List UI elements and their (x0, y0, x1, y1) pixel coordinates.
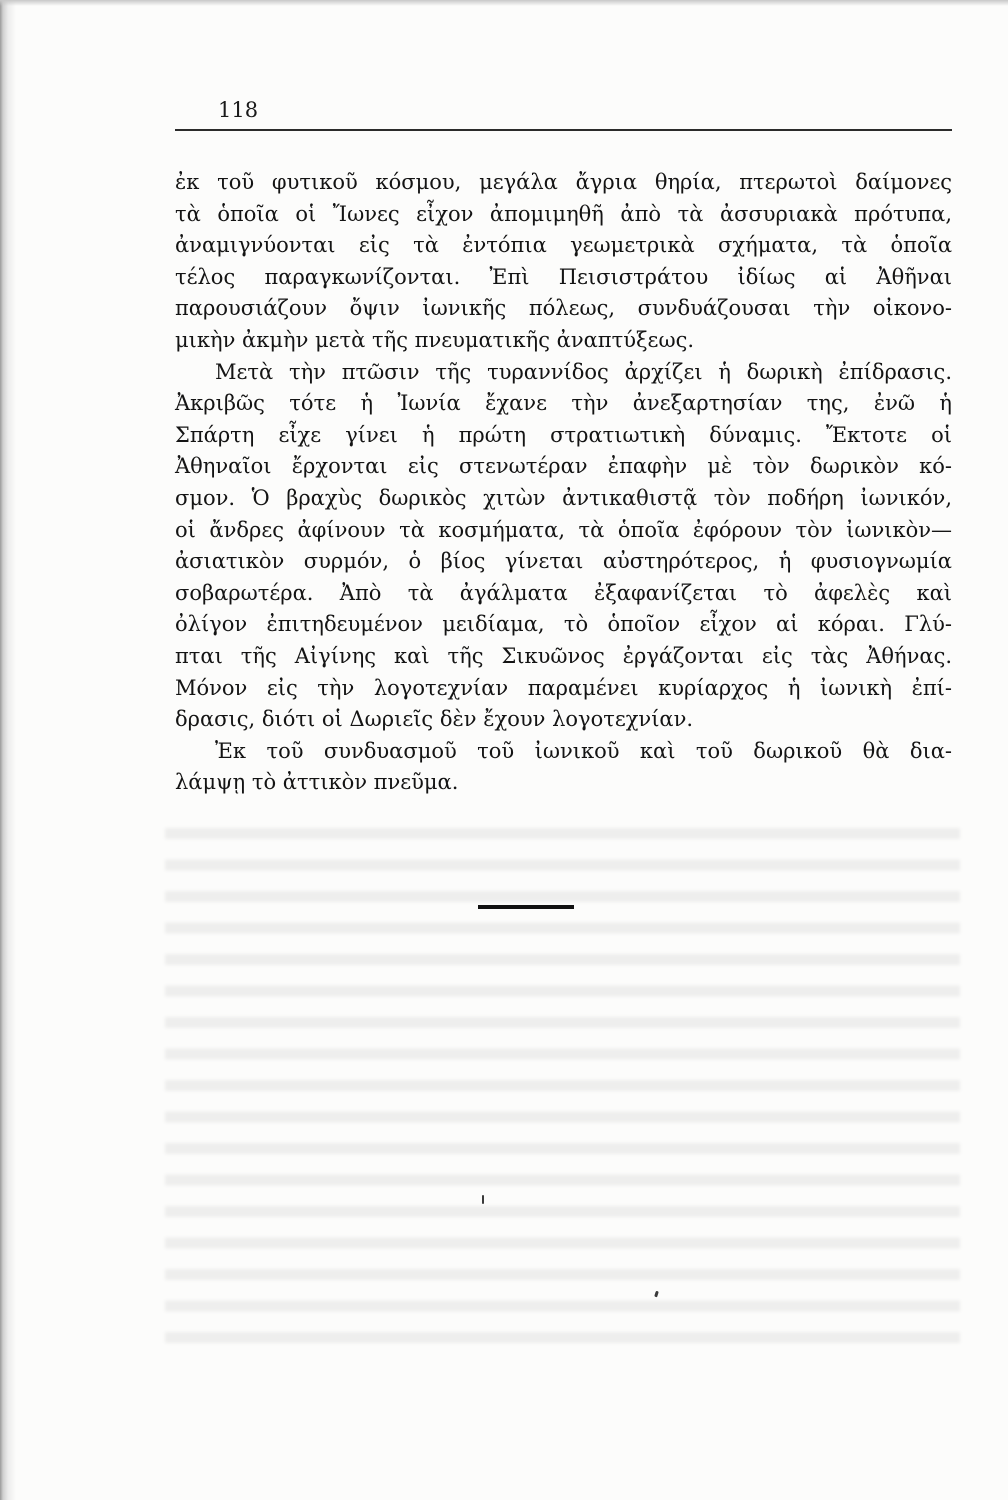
paragraph-3 (175, 736, 952, 799)
text-line: τὰ ὁποῖα οἱ Ἴωνες εἶχον ἀπομιμηθῆ ἀπὸ τὰ ἀσσυριακὰ πρότυπα, (175, 201, 952, 226)
text-line: λάμψῃ τὸ ἀττικὸν πνεῦμα. (175, 770, 459, 795)
text-line: τέλος παραγκωνίζονται. Ἐπὶ Πεισιστράτου ἰδίως αἱ Ἀθῆναι (175, 264, 952, 289)
text-line: μικὴν ἀκμὴν μετὰ τῆς πνευματικῆς ἀναπτύξεως. (175, 327, 695, 352)
text-line: ἀναμιγνύονται εἰς τὰ ἐντόπια γεωμετρικὰ σχήματα, τὰ ὁποῖα (175, 233, 952, 258)
text-line: Σπάρτη εἶχε γίνει ἡ πρώτη στρατιωτικὴ δύναμις. Ἔκτοτε οἱ (175, 422, 952, 447)
paragraph-1 (175, 167, 952, 357)
text-line: Ἐκ τοῦ συνδυασμοῦ τοῦ ἰωνικοῦ καὶ τοῦ δωρικοῦ θὰ δια- (215, 738, 952, 763)
text-line: Μετὰ τὴν πτῶσιν τῆς τυραννίδος ἀρχίζει ἡ δωρικὴ ἐπίδρασις. (215, 359, 952, 384)
text-line: Μόνον εἰς τὴν λογοτεχνίαν παραμένει κυρίαρχος ἡ ἰωνικὴ ἐπί- (175, 675, 952, 700)
paragraph-2 (175, 357, 952, 736)
section-end-rule (478, 905, 574, 909)
text-line: σοβαρωτέρα. Ἀπὸ τὰ ἀγάλματα ἐξαφανίζεται τὸ ἀφελὲς καὶ (175, 580, 952, 605)
scan-edge-shadow (0, 0, 16, 1500)
text-line: παρουσιάζουν ὄψιν ἰωνικῆς πόλεως, συνδυάζουσαι τὴν οἰκονο- (175, 296, 952, 321)
text-line: Ἀθηναῖοι ἔρχονται εἰς στενωτέραν ἐπαφὴν μὲ τὸν δωρικὸν κό- (175, 454, 952, 479)
header-rule (175, 129, 952, 131)
page-number: 118 (218, 98, 259, 122)
text-line: οἱ ἄνδρες ἀφίνουν τὰ κοσμήματα, τὰ ὁποῖα ἐφόρουν τὸν ἰωνικὸν— (175, 517, 952, 542)
text-line: ὀλίγον ἐπιτηδευμένον μειδίαμα, τὸ ὁποῖον εἶχον αἱ κόραι. Γλύ- (175, 612, 952, 637)
text-line: δρασις, διότι οἱ Δωριεῖς δὲν ἔχουν λογοτεχνίαν. (175, 707, 694, 732)
body-text (175, 167, 952, 799)
text-line: σμον. Ὁ βραχὺς δωρικὸς χιτὼν ἀντικαθιστᾷ τὸν ποδήρη ἰωνικόν, (175, 485, 952, 510)
text-line: πται τῆς Αἰγίνης καὶ τῆς Σικυῶνος ἐργάζονται εἰς τὰς Ἀθήνας. (175, 643, 952, 668)
text-line: Ἀκριβῶς τότε ἡ Ἰωνία ἔχανε τὴν ἀνεξαρτησίαν της, ἐνῶ ἡ (175, 391, 952, 416)
scan-top-shadow (0, 0, 1008, 6)
bleed-through-text (165, 818, 960, 1348)
scan-speck (482, 1195, 484, 1204)
text-line: ἀσιατικὸν συρμόν, ὁ βίος γίνεται αὐστηρότερος, ἡ φυσιογνωμία (175, 549, 952, 574)
text-line: ἐκ τοῦ φυτικοῦ κόσμου, μεγάλα ἄγρια θηρία, πτερωτοὶ δαίμονες (175, 170, 952, 194)
